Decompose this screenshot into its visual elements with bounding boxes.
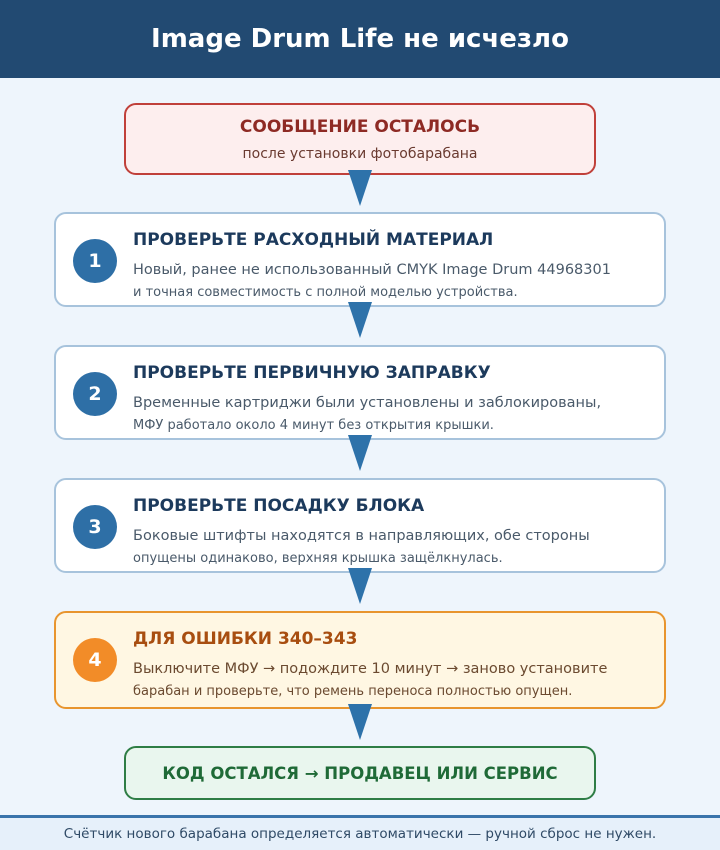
- flow-arrow-down-icon: [348, 568, 372, 604]
- result-box: [124, 746, 596, 800]
- step-title: ПРОВЕРЬТЕ ПОСАДКУ БЛОКА: [133, 496, 425, 516]
- step-description-cont: и точная совместимость с полной моделью устройства.: [133, 285, 518, 300]
- step-description: Временные картриджи были установлены и заблокированы,: [133, 395, 602, 411]
- step-number-badge: 1: [73, 239, 117, 283]
- step-card-2: [54, 345, 666, 440]
- flow-arrow-down-icon: [348, 170, 372, 206]
- result-label: КОД ОСТАЛСЯ → ПРОДАВЕЦ ИЛИ СЕРВИС: [162, 763, 558, 783]
- step-title: ПРОВЕРЬТЕ ПЕРВИЧНУЮ ЗАПРАВКУ: [133, 363, 491, 383]
- step-description: Новый, ранее не использованный CMYK Image Drum 44968301: [133, 262, 611, 278]
- page-title: Image Drum Life не исчезло: [151, 24, 569, 54]
- step-description-cont: МФУ работало около 4 минут без открытия крышки.: [133, 418, 494, 433]
- step-number-badge: 3: [73, 505, 117, 549]
- alert-title: СООБЩЕНИЕ ОСТАЛОСЬ: [239, 117, 481, 137]
- flow-arrow-down-icon: [348, 435, 372, 471]
- step-description-cont: опущены одинаково, верхняя крышка защёлкнулась.: [133, 551, 503, 566]
- footer-note: Счётчик нового барабана определяется автоматически — ручной сброс не нужен.: [63, 826, 657, 842]
- step-number-badge: 4: [73, 638, 117, 682]
- page-header: [0, 0, 720, 78]
- step-card-4-warning: [54, 611, 666, 709]
- step-description-cont: барабан и проверьте, что ремень переноса полностью опущен.: [133, 684, 573, 699]
- step-card-1: [54, 212, 666, 307]
- step-description: Боковые штифты находятся в направляющих, обе стороны: [133, 528, 590, 544]
- step-title: ПРОВЕРЬТЕ РАСХОДНЫЙ МАТЕРИАЛ: [133, 230, 494, 250]
- flow-arrow-down-icon: [348, 302, 372, 338]
- step-number-badge: 2: [73, 372, 117, 416]
- alert-box: [124, 103, 596, 175]
- flow-arrow-down-icon: [348, 704, 372, 740]
- step-description: Выключите МФУ → подождите 10 минут → заново установите: [133, 661, 608, 677]
- step-title: ДЛЯ ОШИБКИ 340–343: [133, 629, 358, 649]
- footer: [0, 818, 720, 850]
- step-card-3: [54, 478, 666, 573]
- alert-subtitle: после установки фотобарабана: [242, 146, 478, 162]
